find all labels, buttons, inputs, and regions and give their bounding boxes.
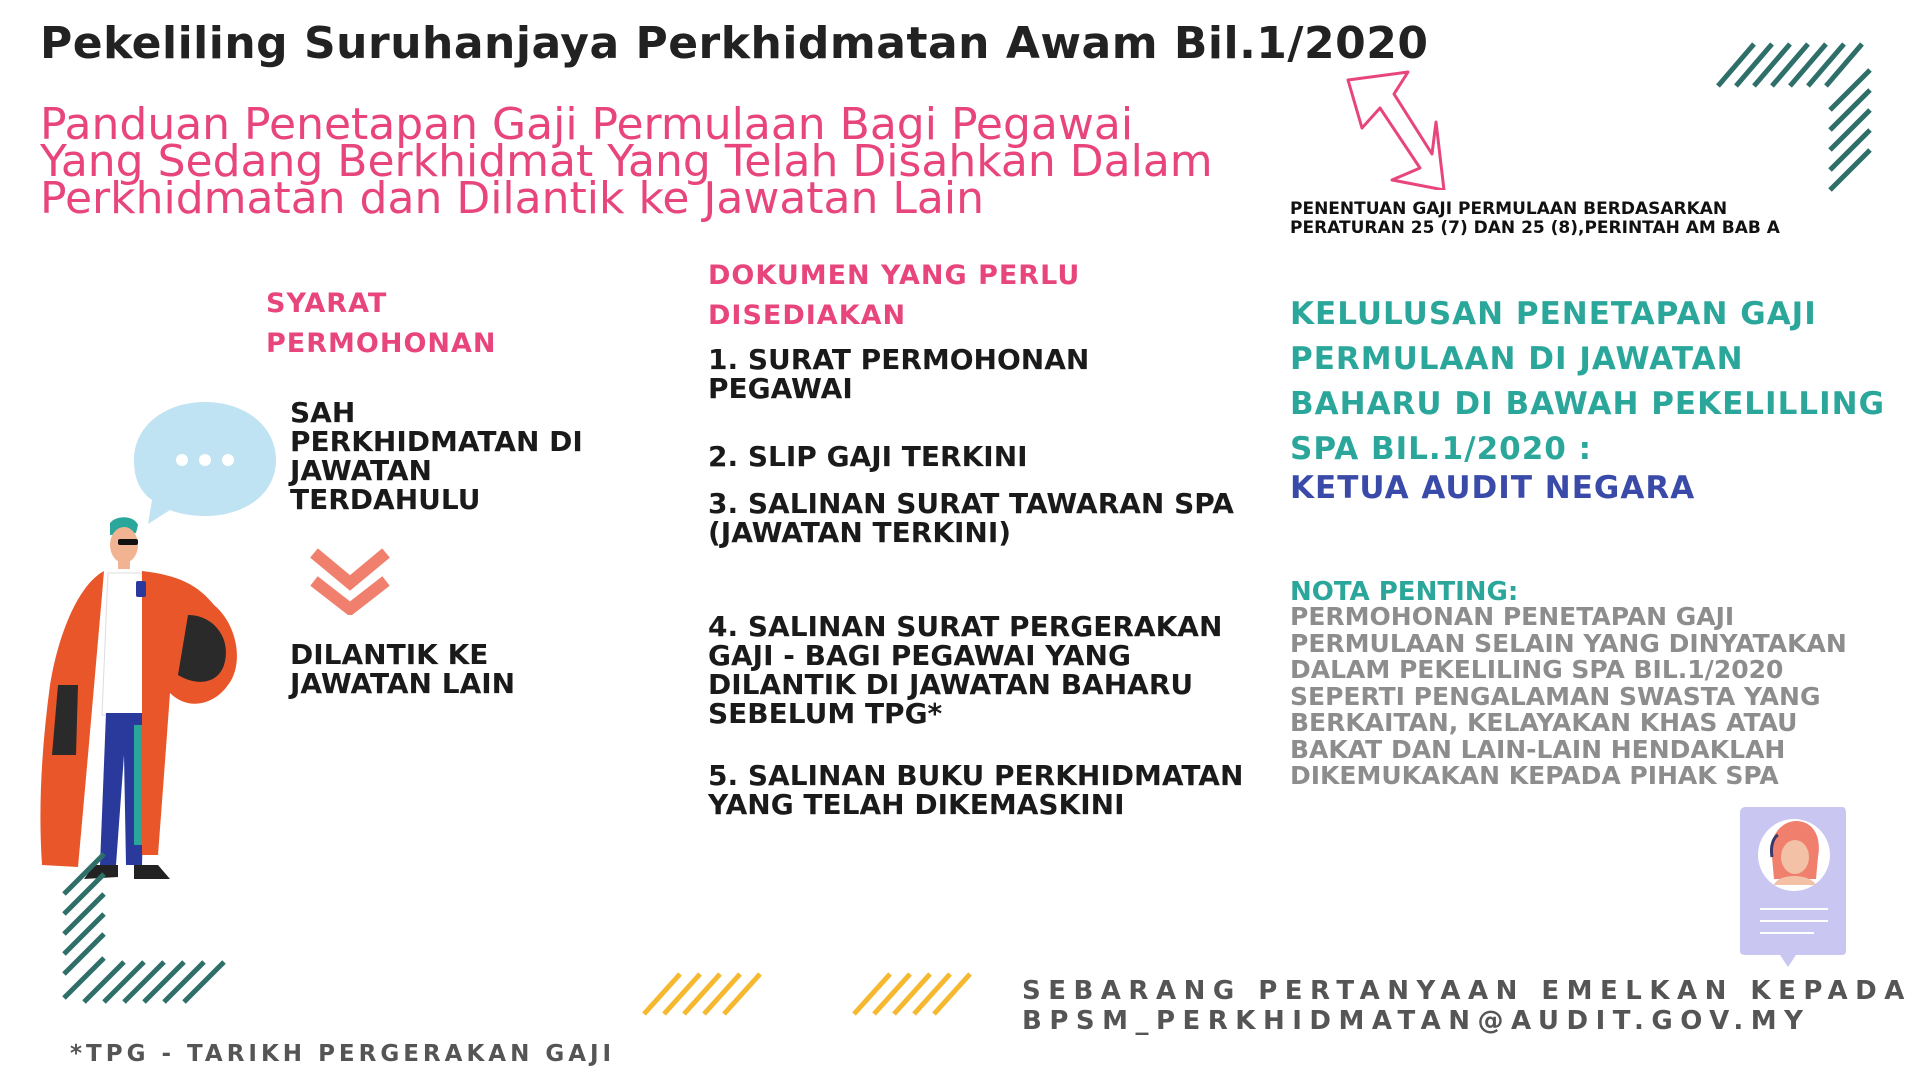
nota-line: PERMOHONAN PENETAPAN GAJI xyxy=(1290,602,1735,631)
dokumen-item-1 xyxy=(708,345,1089,403)
syarat-item-sah xyxy=(290,398,583,514)
syarat-item-dilantik xyxy=(290,640,515,698)
dokumen-line: 2. SLIP GAJI TERKINI xyxy=(708,440,1028,473)
subtitle xyxy=(40,99,1360,224)
nota-line: DALAM PEKELILING SPA BIL.1/2020 xyxy=(1290,655,1784,684)
stripe-decoration-yellow-1 xyxy=(640,970,770,1020)
kelulusan-text xyxy=(1290,292,1885,472)
dokumen-heading-line: DOKUMEN YANG PERLU xyxy=(708,260,1081,291)
support-agent-icon xyxy=(1738,805,1850,970)
nota-heading: NOTA PENTING: xyxy=(1290,577,1519,607)
page-title: Pekeliling Suruhanjaya Perkhidmatan Awam Bil.1/2020 xyxy=(40,18,1429,69)
syarat-line: JAWATAN xyxy=(290,454,432,487)
syarat-line: SAH xyxy=(290,396,356,429)
dokumen-line: 3. SALINAN SURAT TAWARAN SPA xyxy=(708,487,1234,520)
dokumen-line: 1. SURAT PERMOHONAN xyxy=(708,343,1090,376)
regulation-note xyxy=(1290,200,1780,238)
dokumen-line: DILANTIK DI JAWATAN BAHARU xyxy=(708,668,1194,701)
nota-line: BAKAT DAN LAIN-LAIN HENDAKLAH xyxy=(1290,734,1786,764)
contact-email[interactable]: BPSM_PERKHIDMATAN@AUDIT.GOV.MY xyxy=(1022,1006,1811,1036)
kelulusan-line: BAHARU DI BAWAH PEKELILLING xyxy=(1290,386,1886,422)
contact-line: SEBARANG PERTANYAAN EMELKAN KEPADA xyxy=(1022,976,1912,1006)
syarat-line: JAWATAN LAIN xyxy=(290,667,516,700)
footnote: *TPG - TARIKH PERGERAKAN GAJI xyxy=(70,1041,616,1067)
nota-line: SEPERTI PENGALAMAN SWASTA YANG xyxy=(1290,681,1821,711)
dokumen-line: YANG TELAH DIKEMASKINI xyxy=(708,788,1125,821)
dokumen-line: PEGAWAI xyxy=(708,372,853,405)
regulation-note-line: PERATURAN 25 (7) DAN 25 (8),PERINTAH AM BAB A xyxy=(1290,218,1780,238)
stripe-decoration-yellow-2 xyxy=(850,970,980,1020)
dokumen-line: SEBELUM TPG* xyxy=(708,697,943,730)
nota-line: PERMULAAN SELAIN YANG DINYATAKAN xyxy=(1290,628,1847,658)
person-illustration xyxy=(38,515,268,890)
nota-line: BERKAITAN, KELAYAKAN KHAS ATAU xyxy=(1290,708,1798,737)
dokumen-item-4 xyxy=(708,612,1222,728)
syarat-line: TERDAHULU xyxy=(290,483,481,516)
kelulusan-line: PERMULAAN DI JAWATAN xyxy=(1290,341,1744,377)
syarat-line: PERKHIDMATAN DI xyxy=(290,425,583,458)
subtitle-line: Yang Sedang Berkhidmat Yang Telah Disahkan Dalam xyxy=(40,136,1213,187)
syarat-line: DILANTIK KE xyxy=(290,638,489,671)
kelulusan-line: SPA BIL.1/2020 : xyxy=(1290,431,1593,467)
dokumen-line: 5. SALINAN BUKU PERKHIDMATAN xyxy=(708,759,1244,792)
nota-line: DIKEMUKAKAN KEPADA PIHAK SPA xyxy=(1290,761,1779,790)
syarat-heading xyxy=(266,284,496,364)
contact-info xyxy=(1022,976,1912,1036)
kelulusan-line: KELULUSAN PENETAPAN GAJI xyxy=(1290,296,1817,332)
dokumen-line: GAJI - BAGI PEGAWAI YANG xyxy=(708,639,1131,672)
dokumen-heading-line: DISEDIAKAN xyxy=(708,300,907,331)
dokumen-item-3 xyxy=(708,489,1234,547)
dokumen-line: (JAWATAN TERKINI) xyxy=(708,516,1012,549)
stripe-decoration-top-right xyxy=(1710,40,1880,200)
speech-bubble-icon xyxy=(130,398,280,528)
stripe-decoration-bottom-left xyxy=(60,848,230,1008)
subtitle-line: Perkhidmatan dan Dilantik ke Jawatan Lain xyxy=(40,173,984,224)
dokumen-line: 4. SALINAN SURAT PERGERAKAN xyxy=(708,610,1223,643)
chevron-down-icon xyxy=(310,545,390,615)
arrow-down-right-icon xyxy=(1320,70,1450,190)
subtitle-line: Panduan Penetapan Gaji Permulaan Bagi Pegawai xyxy=(40,99,1134,150)
dokumen-item-2 xyxy=(708,442,1028,471)
syarat-heading-line: PERMOHONAN xyxy=(266,328,497,359)
syarat-heading-line: SYARAT xyxy=(266,288,388,319)
approving-authority: KETUA AUDIT NEGARA xyxy=(1290,470,1696,506)
regulation-note-line: PENENTUAN GAJI PERMULAAN BERDASARKAN xyxy=(1290,199,1728,219)
dokumen-heading xyxy=(708,256,1080,336)
nota-body xyxy=(1290,604,1890,790)
dokumen-item-5 xyxy=(708,761,1243,819)
